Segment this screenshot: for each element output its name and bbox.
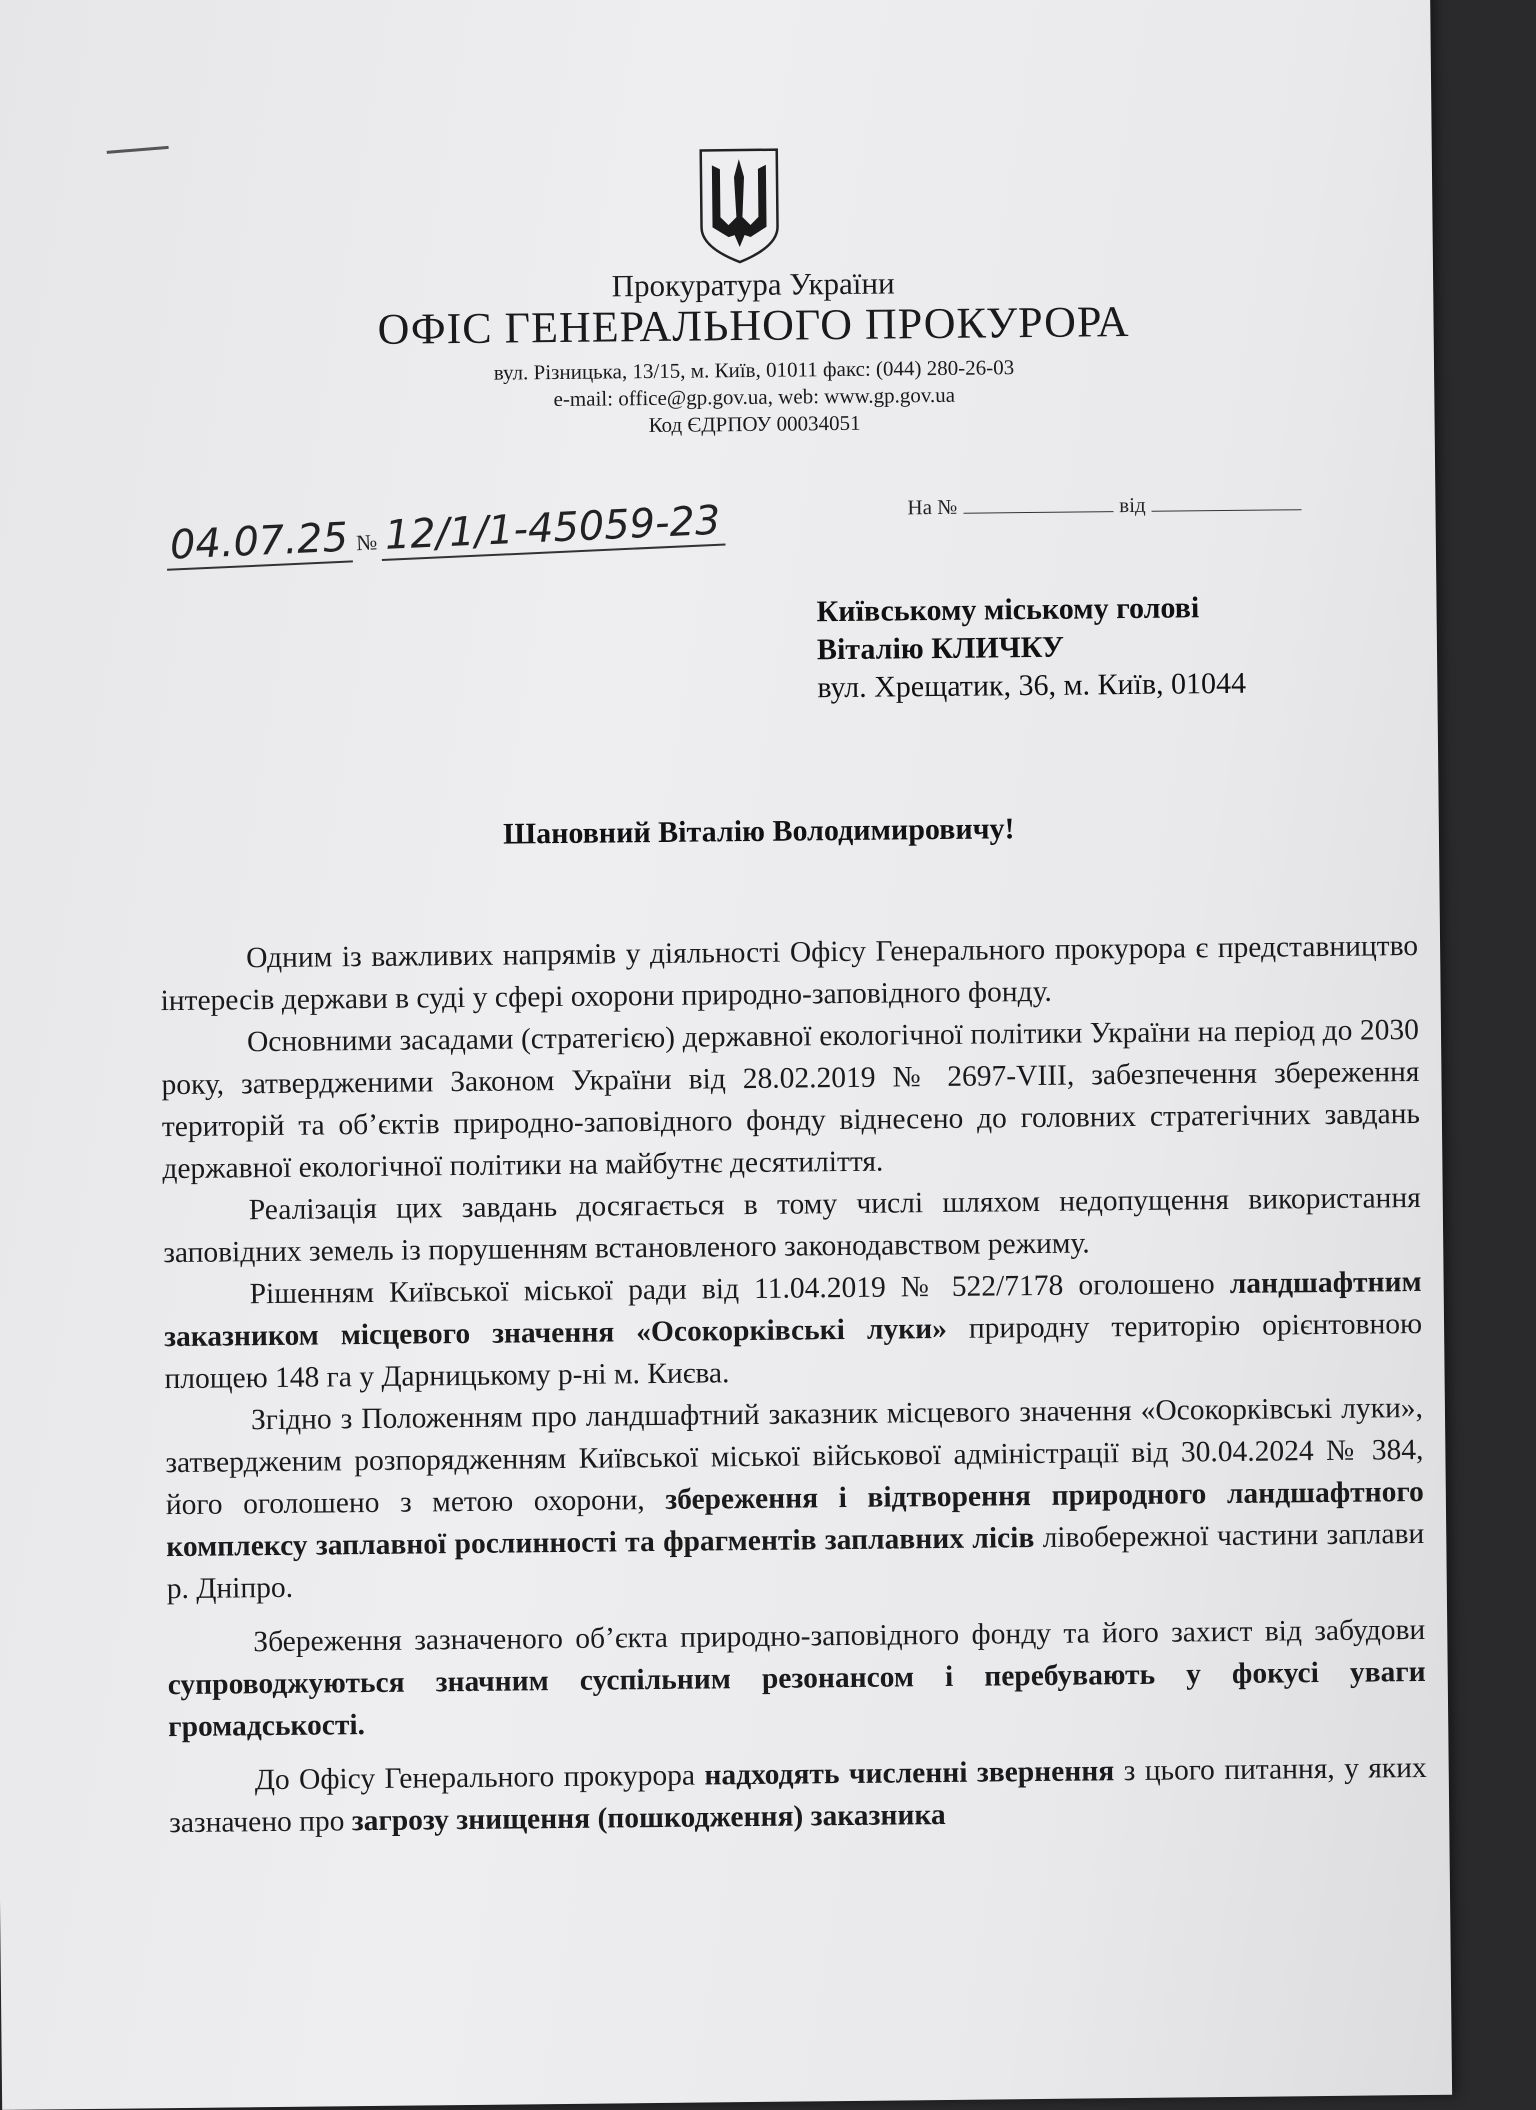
addressee-address: вул. Хрещатик, 36, м. Київ, 01044 bbox=[817, 666, 1247, 705]
text-run: Рішенням Київської міської ради від 11.04.2019 № 522/7178 оголошено bbox=[249, 1267, 1230, 1311]
agency-name: Прокуратура України bbox=[611, 265, 895, 304]
bold-text: надходять численні звернення bbox=[704, 1755, 1115, 1792]
text-run: Одним із важливих напрямів у діяльності Офісу Генерального прокурора є представництво інтересів держави в суді у сфері охорони природно-заповідного фонду. bbox=[160, 929, 1419, 1018]
bold-text: ландшафтним заказником місцевого значення «Осокорківські луки» bbox=[163, 1265, 1422, 1354]
text-run: До Офісу Генерального прокурора bbox=[254, 1759, 705, 1797]
bold-text: збереження і відтворення природного ландшафтного комплексу заплавної рослинності та фрагментів заплавних лісів bbox=[166, 1475, 1424, 1564]
body-paragraph bbox=[165, 1387, 1425, 1610]
reply-to-label: На № bbox=[907, 494, 958, 520]
registration-date: 04.07.25 bbox=[165, 514, 353, 570]
registration-number: 12/1/1-45059-23 bbox=[380, 498, 726, 562]
coat-of-arms-icon bbox=[698, 147, 781, 266]
body-paragraph bbox=[161, 1009, 1421, 1190]
bold-text: загрозу знищення (пошкодження) заказника bbox=[351, 1798, 946, 1838]
text-run: Реалізація цих завдань досягається в тому числі шляхом недопущення використання заповідних земель із порушенням встановленого законодавством режиму. bbox=[163, 1181, 1421, 1270]
greeting: Шановний Віталію Володимировичу! bbox=[502, 812, 1015, 851]
office-title: ОФІС ГЕНЕРАЛЬНОГО ПРОКУРОРА bbox=[377, 296, 1130, 354]
registration-stamp bbox=[165, 498, 725, 569]
addressee-name: Віталію КЛИЧКУ bbox=[816, 630, 1065, 667]
text-run: Збереження зазначеного об’єкта природно-заповідного фонду та його захист від забудови bbox=[253, 1613, 1426, 1659]
from-label: від bbox=[1119, 492, 1146, 518]
office-address: вул. Різницька, 13/15, м. Київ, 01011 факс: (044) 280-26-03 bbox=[493, 355, 1015, 385]
addressee-block bbox=[816, 589, 1246, 707]
reply-reference bbox=[907, 491, 1307, 520]
reply-number-blank bbox=[963, 511, 1113, 514]
body-paragraph bbox=[167, 1609, 1426, 1748]
addressee-title: Київському міському голові bbox=[816, 591, 1200, 629]
pen-mark bbox=[107, 146, 169, 154]
reply-date-blank bbox=[1152, 509, 1302, 512]
text-run: природну територію орієнтовною площею 148 га у Дарницькому р-ні м. Києва. bbox=[164, 1307, 1423, 1396]
text-run: Згідно з Положенням про ландшафтний заказник місцевого значення «Осокорківські луки», затвердженим розпорядженням Київської міської військової адміністрації від 30.04.2024 № 384, його оголошено з метою охорони, bbox=[165, 1391, 1424, 1522]
bold-text: супроводжуються значним суспільним резонансом і перебувають у фокусі уваги громадськості. bbox=[167, 1655, 1426, 1744]
text-run: лівобережної частини заплави р. Дніпро. bbox=[166, 1517, 1425, 1606]
office-code: Код ЄДРПОУ 00034051 bbox=[648, 410, 861, 438]
letter-body bbox=[160, 925, 1427, 1844]
body-paragraph bbox=[169, 1747, 1428, 1844]
text-run: Основними засадами (стратегією) державної екологічної політики України на період до 2030 року, затвердженими Законом України від 28.02.2019 № 2697-VIII, забезпечення збереження територій та об’єктів природно-заповідного фонду віднесено до головних стратегічних завдань державної екологічної політики на майбутнє десятиліття. bbox=[161, 1013, 1421, 1186]
text-run: з цього питання, у яких зазначено про bbox=[169, 1751, 1427, 1840]
letterhead-contacts bbox=[184, 351, 1325, 444]
number-sign: № bbox=[355, 529, 378, 556]
body-paragraph bbox=[163, 1177, 1422, 1274]
office-email-web: e-mail: office@gp.gov.ua, web: www.gp.gov.ua bbox=[553, 382, 956, 412]
body-paragraph bbox=[160, 925, 1419, 1022]
body-paragraph bbox=[163, 1261, 1422, 1400]
